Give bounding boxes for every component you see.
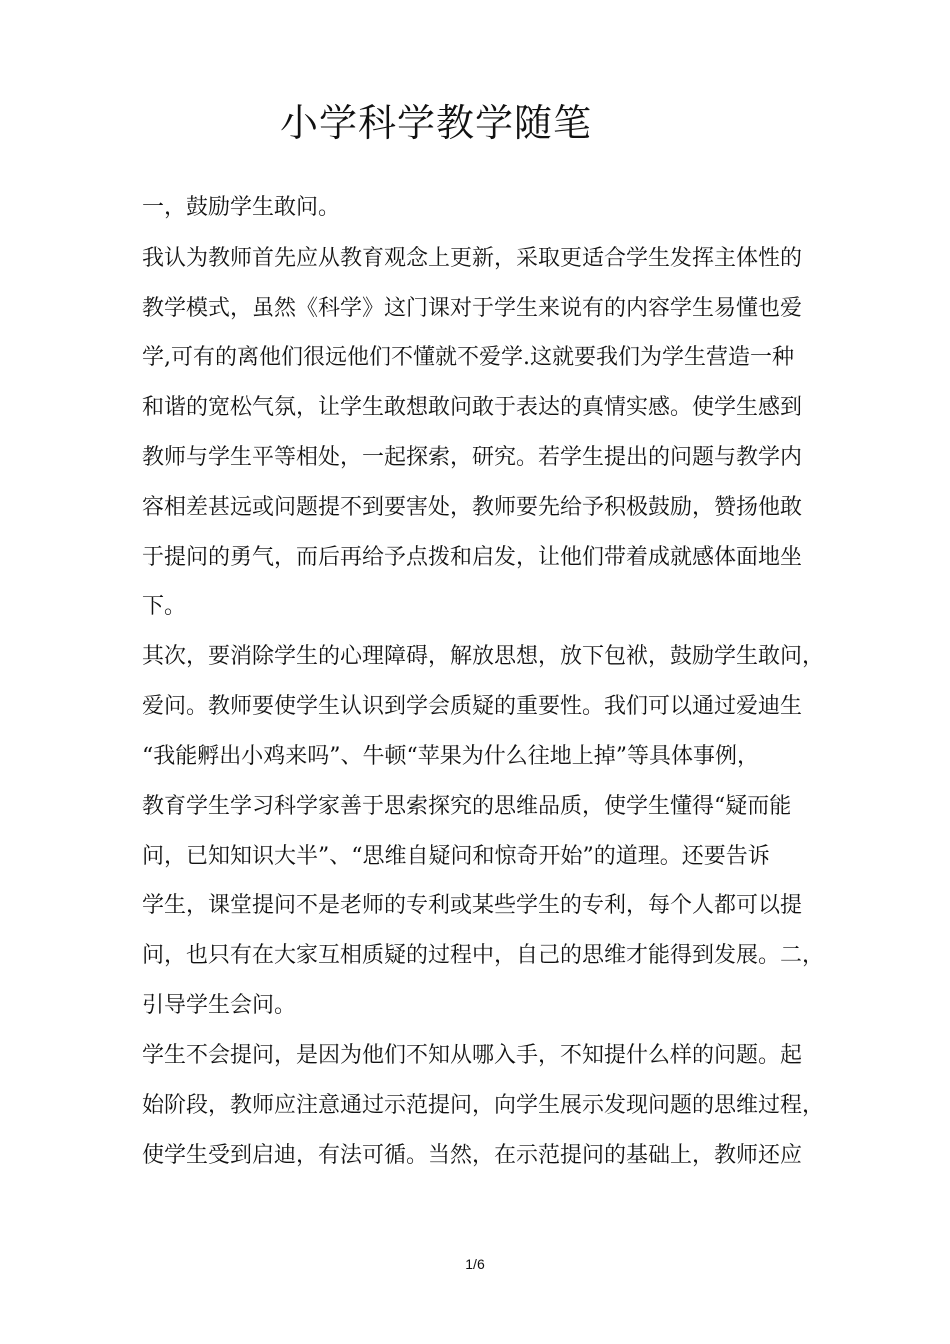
paragraph-line: 其次，要消除学生的心理障碍，解放思想，放下包袱，鼓励学生敢问， (142, 644, 825, 669)
paragraph-line: 引导学生会问。 (142, 993, 297, 1018)
paragraph-line: 学生不会提问，是因为他们不知从哪入手，不知提什么样的问题。起 (142, 1043, 803, 1068)
paragraph-line: 始阶段，教师应注意通过示范提问，向学生展示发现问题的思维过程， (142, 1093, 825, 1118)
document-title: 小学科学教学随笔 (280, 101, 593, 145)
paragraph-line: 和谐的宽松气氛，让学生敢想敢问敢于表达的真情实感。使学生感到 (142, 395, 803, 420)
page-number: 1/6 (465, 1256, 485, 1272)
paragraph-line: 教育学生学习科学家善于思索探究的思维品质，使学生懂得“疑而能 (142, 794, 792, 819)
paragraph-line: 我认为教师首先应从教育观念上更新，采取更适合学生发挥主体性的 (142, 246, 803, 271)
paragraph-line: 问，也只有在大家互相质疑的过程中，自己的思维才能得到发展。二， (142, 943, 825, 968)
paragraph-line: 学,可有的离他们很远他们不懂就不爱学.这就要我们为学生营造一种 (142, 345, 794, 370)
paragraph-line: 一，鼓励学生敢问。 (142, 195, 341, 220)
paragraph-line: 于提问的勇气，而后再给予点拨和启发，让他们带着成就感体面地坐 (142, 545, 803, 570)
paragraph-line: 下。 (142, 594, 187, 619)
paragraph-line: 爱问。教师要使学生认识到学会质疑的重要性。我们可以通过爱迪生 (142, 694, 803, 719)
paragraph-line: 容相差甚远或问题提不到要害处，教师要先给予积极鼓励，赞扬他敢 (142, 495, 803, 520)
paragraph-line: 教学模式，虽然《科学》这门课对于学生来说有的内容学生易懂也爱 (142, 296, 803, 321)
paragraph-line: 学生，课堂提问不是老师的专利或某些学生的专利，每个人都可以提 (142, 893, 803, 918)
paragraph-line: “我能孵出小鸡来吗”、牛顿“苹果为什么往地上掉”等具体事例， (142, 744, 759, 769)
paragraph-line: 教师与学生平等相处，一起探索，研究。若学生提出的问题与教学内 (142, 445, 803, 470)
paragraph-line: 使学生受到启迪，有法可循。当然，在示范提问的基础上，教师还应 (142, 1143, 803, 1168)
paragraph-line: 问，已知知识大半”、“思维自疑问和惊奇开始”的道理。还要告诉 (142, 844, 770, 869)
